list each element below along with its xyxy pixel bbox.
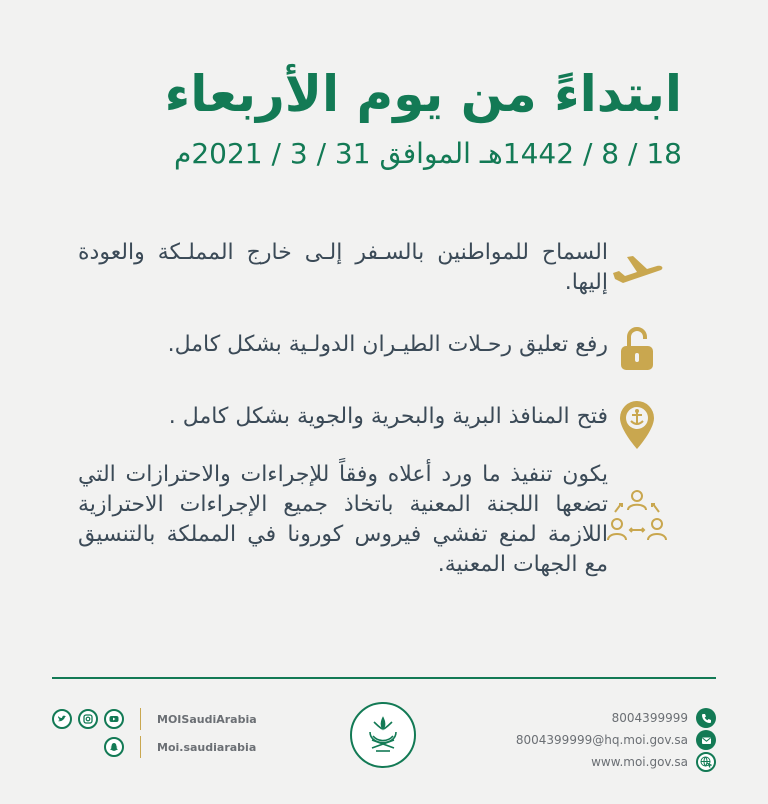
website-url[interactable]: www.moi.gov.sa	[591, 755, 688, 769]
date-line: 18 / 8 / 1442هـ الموافق 31 / 3 / 2021م	[174, 137, 682, 170]
snapchat-handle[interactable]: Moi.saudiarabia	[157, 740, 257, 754]
email-row	[516, 730, 716, 750]
unlock-icon	[604, 316, 670, 382]
footer	[0, 690, 768, 804]
snapchat-icon[interactable]	[104, 737, 124, 757]
social-handle[interactable]: MOISaudiArabia	[157, 712, 257, 726]
phone-number[interactable]: 8004399999	[611, 711, 688, 725]
separator	[140, 708, 141, 730]
email-icon	[696, 730, 716, 750]
website-row	[591, 752, 716, 772]
item-text: فتح المنافذ البرية والبحرية والجوية بشكل كامل .	[168, 404, 608, 429]
item-text: السماح للمواطنين بالسـفر إلـى خارج المملـكة والعودة إليها.	[78, 240, 608, 295]
page-title: ابتداءً من يوم الأربعاء	[164, 65, 682, 123]
social-row	[52, 708, 257, 730]
port-location-icon	[604, 392, 670, 458]
airplane-icon	[604, 238, 670, 304]
globe-cursor-icon	[696, 752, 716, 772]
ministry-emblem-logo	[350, 702, 416, 768]
youtube-icon[interactable]	[104, 709, 124, 729]
snapchat-row	[104, 736, 256, 758]
people-coordination-icon	[604, 482, 670, 548]
phone-row	[612, 708, 716, 728]
footer-divider	[52, 677, 716, 679]
phone-icon	[696, 708, 716, 728]
twitter-icon[interactable]	[52, 709, 72, 729]
instagram-icon[interactable]	[78, 709, 98, 729]
separator	[140, 736, 141, 758]
email-address[interactable]: 8004399999@hq.moi.gov.sa	[515, 733, 688, 747]
item-text: رفع تعليق رحـلات الطيـران الدولـية بشكل كامل.	[167, 332, 608, 357]
item-text: يكون تنفيذ ما ورد أعلاه وفقاً للإجراءات والاحترازات التي تضعها اللجنة المعنية باتخاذ جميع الإجراءات الاحترازية اللازمة لمنع تفشي فيروس كورونا في المملكة بالتنسيق مع الجهات المعنية.	[78, 462, 608, 577]
